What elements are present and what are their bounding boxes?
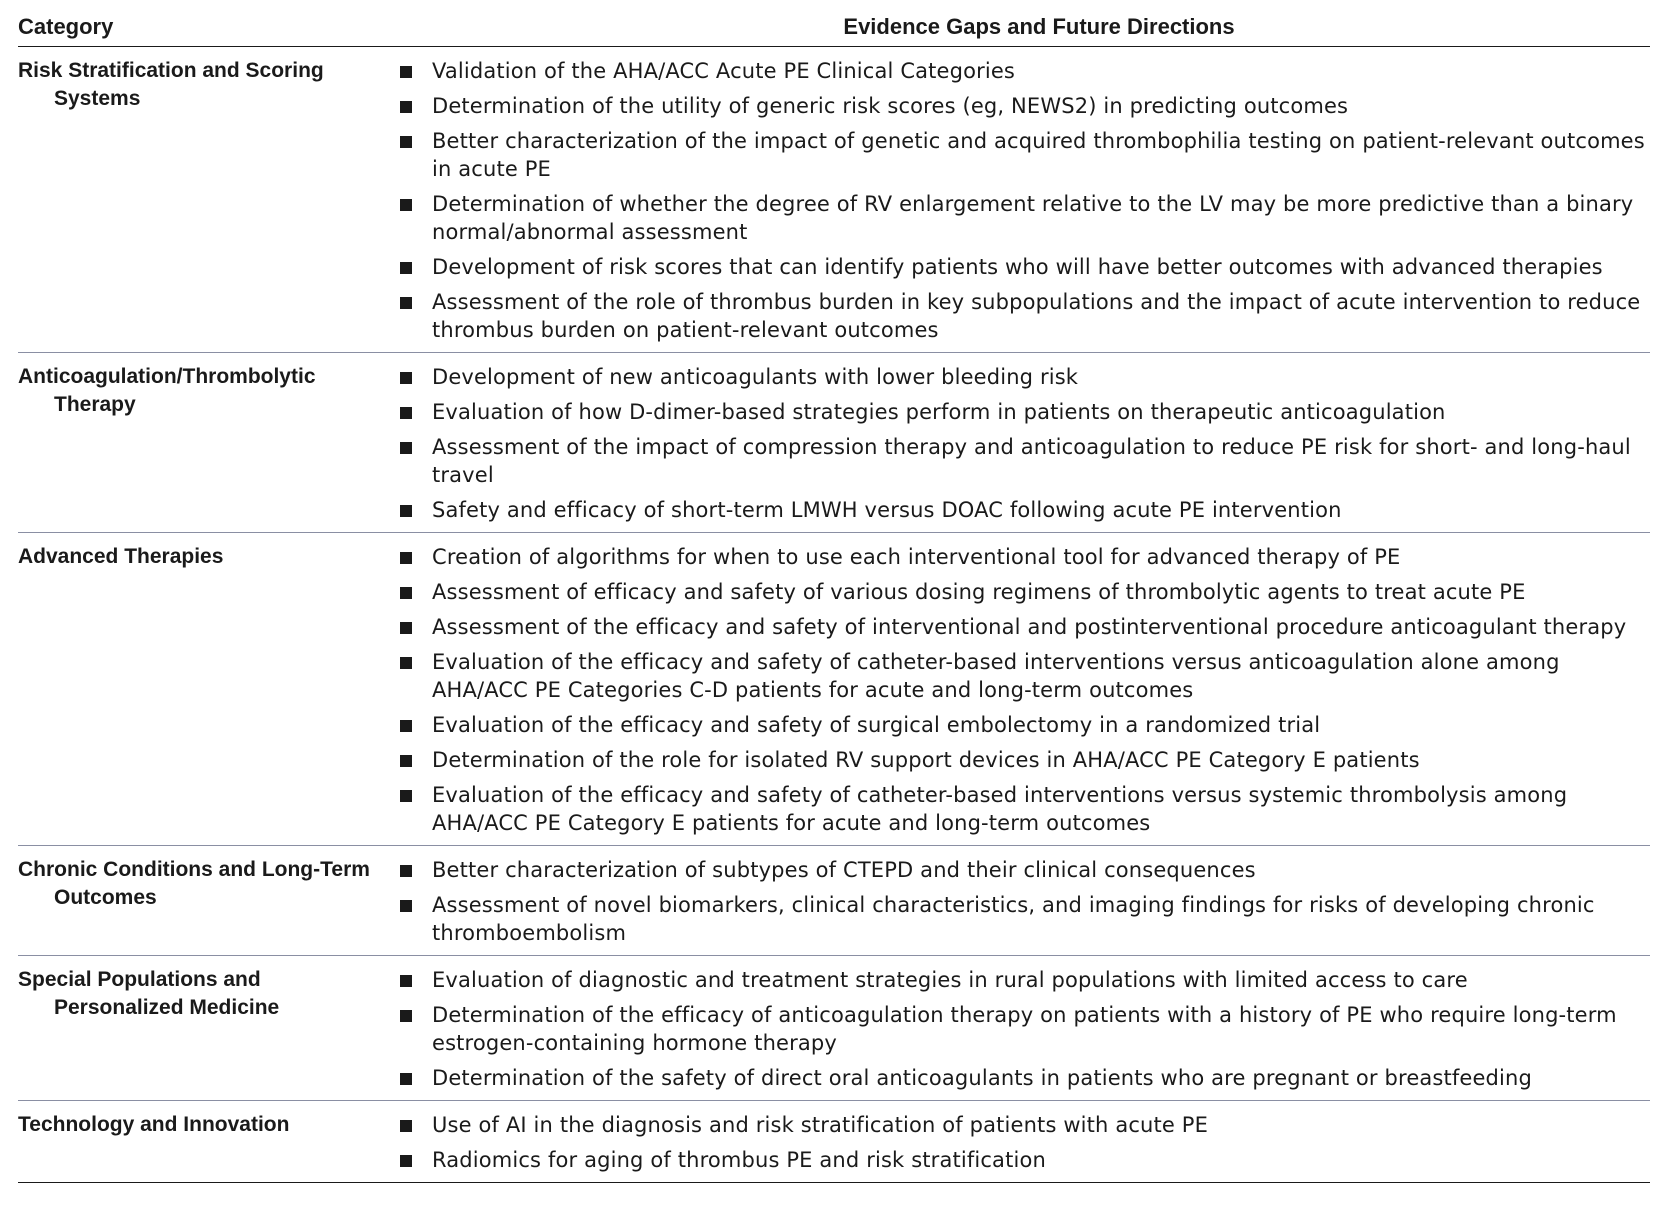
square-bullet-icon [400, 552, 412, 564]
square-bullet-icon [400, 262, 412, 274]
list-item [394, 613, 1650, 641]
square-bullet-icon [400, 372, 412, 384]
gap-list [394, 1111, 1650, 1174]
gap-text: Assessment of the impact of compression therapy and anticoagulation to reduce PE risk for short- and long-haul travel [432, 435, 1631, 487]
list-item [394, 1111, 1650, 1139]
square-bullet-icon [400, 587, 412, 599]
gap-text: Use of AI in the diagnosis and risk stratification of patients with acute PE [432, 1113, 1209, 1137]
gap-text: Determination of the efficacy of anticoagulation therapy on patients with a history of PE who require long-term estrogen-containing hormone therapy [432, 1003, 1617, 1055]
category-label: Technology and Innovation [18, 1113, 290, 1136]
square-bullet-icon [400, 136, 412, 148]
square-bullet-icon [400, 199, 412, 211]
category-label: Chronic Conditions and Long-Term Outcomes [18, 858, 370, 909]
list-item [394, 856, 1650, 884]
gap-list [394, 57, 1650, 344]
gap-text: Determination of the role for isolated RV support devices in AHA/ACC PE Category E patients [432, 748, 1420, 772]
gap-text: Assessment of the efficacy and safety of interventional and postinterventional procedure anticoagulant therapy [432, 615, 1627, 639]
square-bullet-icon [400, 407, 412, 419]
gap-list [394, 363, 1650, 524]
list-item [394, 433, 1650, 489]
list-item [394, 398, 1650, 426]
gap-text: Safety and efficacy of short-term LMWH versus DOAC following acute PE intervention [432, 498, 1342, 522]
square-bullet-icon [400, 720, 412, 732]
square-bullet-icon [400, 1010, 412, 1022]
square-bullet-icon [400, 442, 412, 454]
gap-text: Assessment of the role of thrombus burden in key subpopulations and the impact of acute intervention to reduce thrombus burden on patient-relevant outcomes [432, 290, 1641, 342]
category-label: Anticoagulation/Thrombolytic Therapy [18, 365, 316, 416]
table-row [18, 47, 1650, 353]
gap-text: Better characterization of the impact of genetic and acquired thrombophilia testing on patient-relevant outcomes in acute PE [432, 129, 1645, 181]
list-item [394, 363, 1650, 391]
gap-text: Assessment of efficacy and safety of various dosing regimens of thrombolytic agents to treat acute PE [432, 580, 1526, 604]
gap-text: Determination of the utility of generic risk scores (eg, NEWS2) in predicting outcomes [432, 94, 1349, 118]
gap-text: Evaluation of how D-dimer-based strategies perform in patients on therapeutic anticoagulation [432, 400, 1446, 424]
header-category: Category [18, 14, 114, 39]
gap-list [394, 856, 1650, 947]
gap-text: Assessment of novel biomarkers, clinical characteristics, and imaging findings for risks of developing chronic thromboembolism [432, 893, 1595, 945]
gap-list [394, 543, 1650, 837]
list-item [394, 711, 1650, 739]
gap-text: Evaluation of the efficacy and safety of surgical embolectomy in a randomized trial [432, 713, 1321, 737]
header-evidence-gaps: Evidence Gaps and Future Directions [843, 14, 1235, 39]
gap-text: Determination of the safety of direct oral anticoagulants in patients who are pregnant or breastfeeding [432, 1066, 1532, 1090]
table-row [18, 956, 1650, 1101]
table-body [18, 47, 1650, 1183]
list-item [394, 57, 1650, 85]
gap-text: Evaluation of the efficacy and safety of catheter-based interventions versus systemic thrombolysis among AHA/ACC PE Category E patients for acute and long-term outcomes [432, 783, 1568, 835]
square-bullet-icon [400, 975, 412, 987]
list-item [394, 746, 1650, 774]
evidence-gaps-table [18, 8, 1650, 1183]
list-item [394, 253, 1650, 281]
list-item [394, 496, 1650, 524]
square-bullet-icon [400, 622, 412, 634]
square-bullet-icon [400, 1073, 412, 1085]
list-item [394, 1001, 1650, 1057]
table-row [18, 533, 1650, 846]
list-item [394, 1064, 1650, 1092]
category-label: Risk Stratification and Scoring Systems [18, 59, 324, 110]
gap-text: Creation of algorithms for when to use each interventional tool for advanced therapy of PE [432, 545, 1401, 569]
list-item [394, 781, 1650, 837]
table-header [18, 8, 1650, 47]
list-item [394, 543, 1650, 571]
square-bullet-icon [400, 66, 412, 78]
gap-text: Development of risk scores that can identify patients who will have better outcomes with advanced therapies [432, 255, 1603, 279]
square-bullet-icon [400, 101, 412, 113]
list-item [394, 1146, 1650, 1174]
square-bullet-icon [400, 1120, 412, 1132]
gap-list [394, 966, 1650, 1092]
square-bullet-icon [400, 790, 412, 802]
category-label: Advanced Therapies [18, 545, 224, 568]
square-bullet-icon [400, 755, 412, 767]
table-row [18, 1101, 1650, 1183]
list-item [394, 578, 1650, 606]
list-item [394, 288, 1650, 344]
table-row [18, 353, 1650, 533]
gap-text: Radiomics for aging of thrombus PE and risk stratification [432, 1148, 1046, 1172]
gap-text: Development of new anticoagulants with lower bleeding risk [432, 365, 1079, 389]
square-bullet-icon [400, 657, 412, 669]
list-item [394, 966, 1650, 994]
square-bullet-icon [400, 297, 412, 309]
gap-text: Validation of the AHA/ACC Acute PE Clinical Categories [432, 59, 1016, 83]
list-item [394, 648, 1650, 704]
gap-text: Better characterization of subtypes of CTEPD and their clinical consequences [432, 858, 1256, 882]
gap-text: Evaluation of diagnostic and treatment strategies in rural populations with limited access to care [432, 968, 1468, 992]
gap-text: Determination of whether the degree of RV enlargement relative to the LV may be more predictive than a binary normal/abnormal assessment [432, 192, 1634, 244]
list-item [394, 190, 1650, 246]
gap-text: Evaluation of the efficacy and safety of catheter-based interventions versus anticoagulation alone among AHA/ACC PE Categories C-D patients for acute and long-term outcomes [432, 650, 1560, 702]
square-bullet-icon [400, 505, 412, 517]
square-bullet-icon [400, 900, 412, 912]
list-item [394, 891, 1650, 947]
category-label: Special Populations and Personalized Medicine [18, 968, 280, 1019]
square-bullet-icon [400, 865, 412, 877]
list-item [394, 127, 1650, 183]
table-row [18, 846, 1650, 956]
list-item [394, 92, 1650, 120]
square-bullet-icon [400, 1155, 412, 1167]
